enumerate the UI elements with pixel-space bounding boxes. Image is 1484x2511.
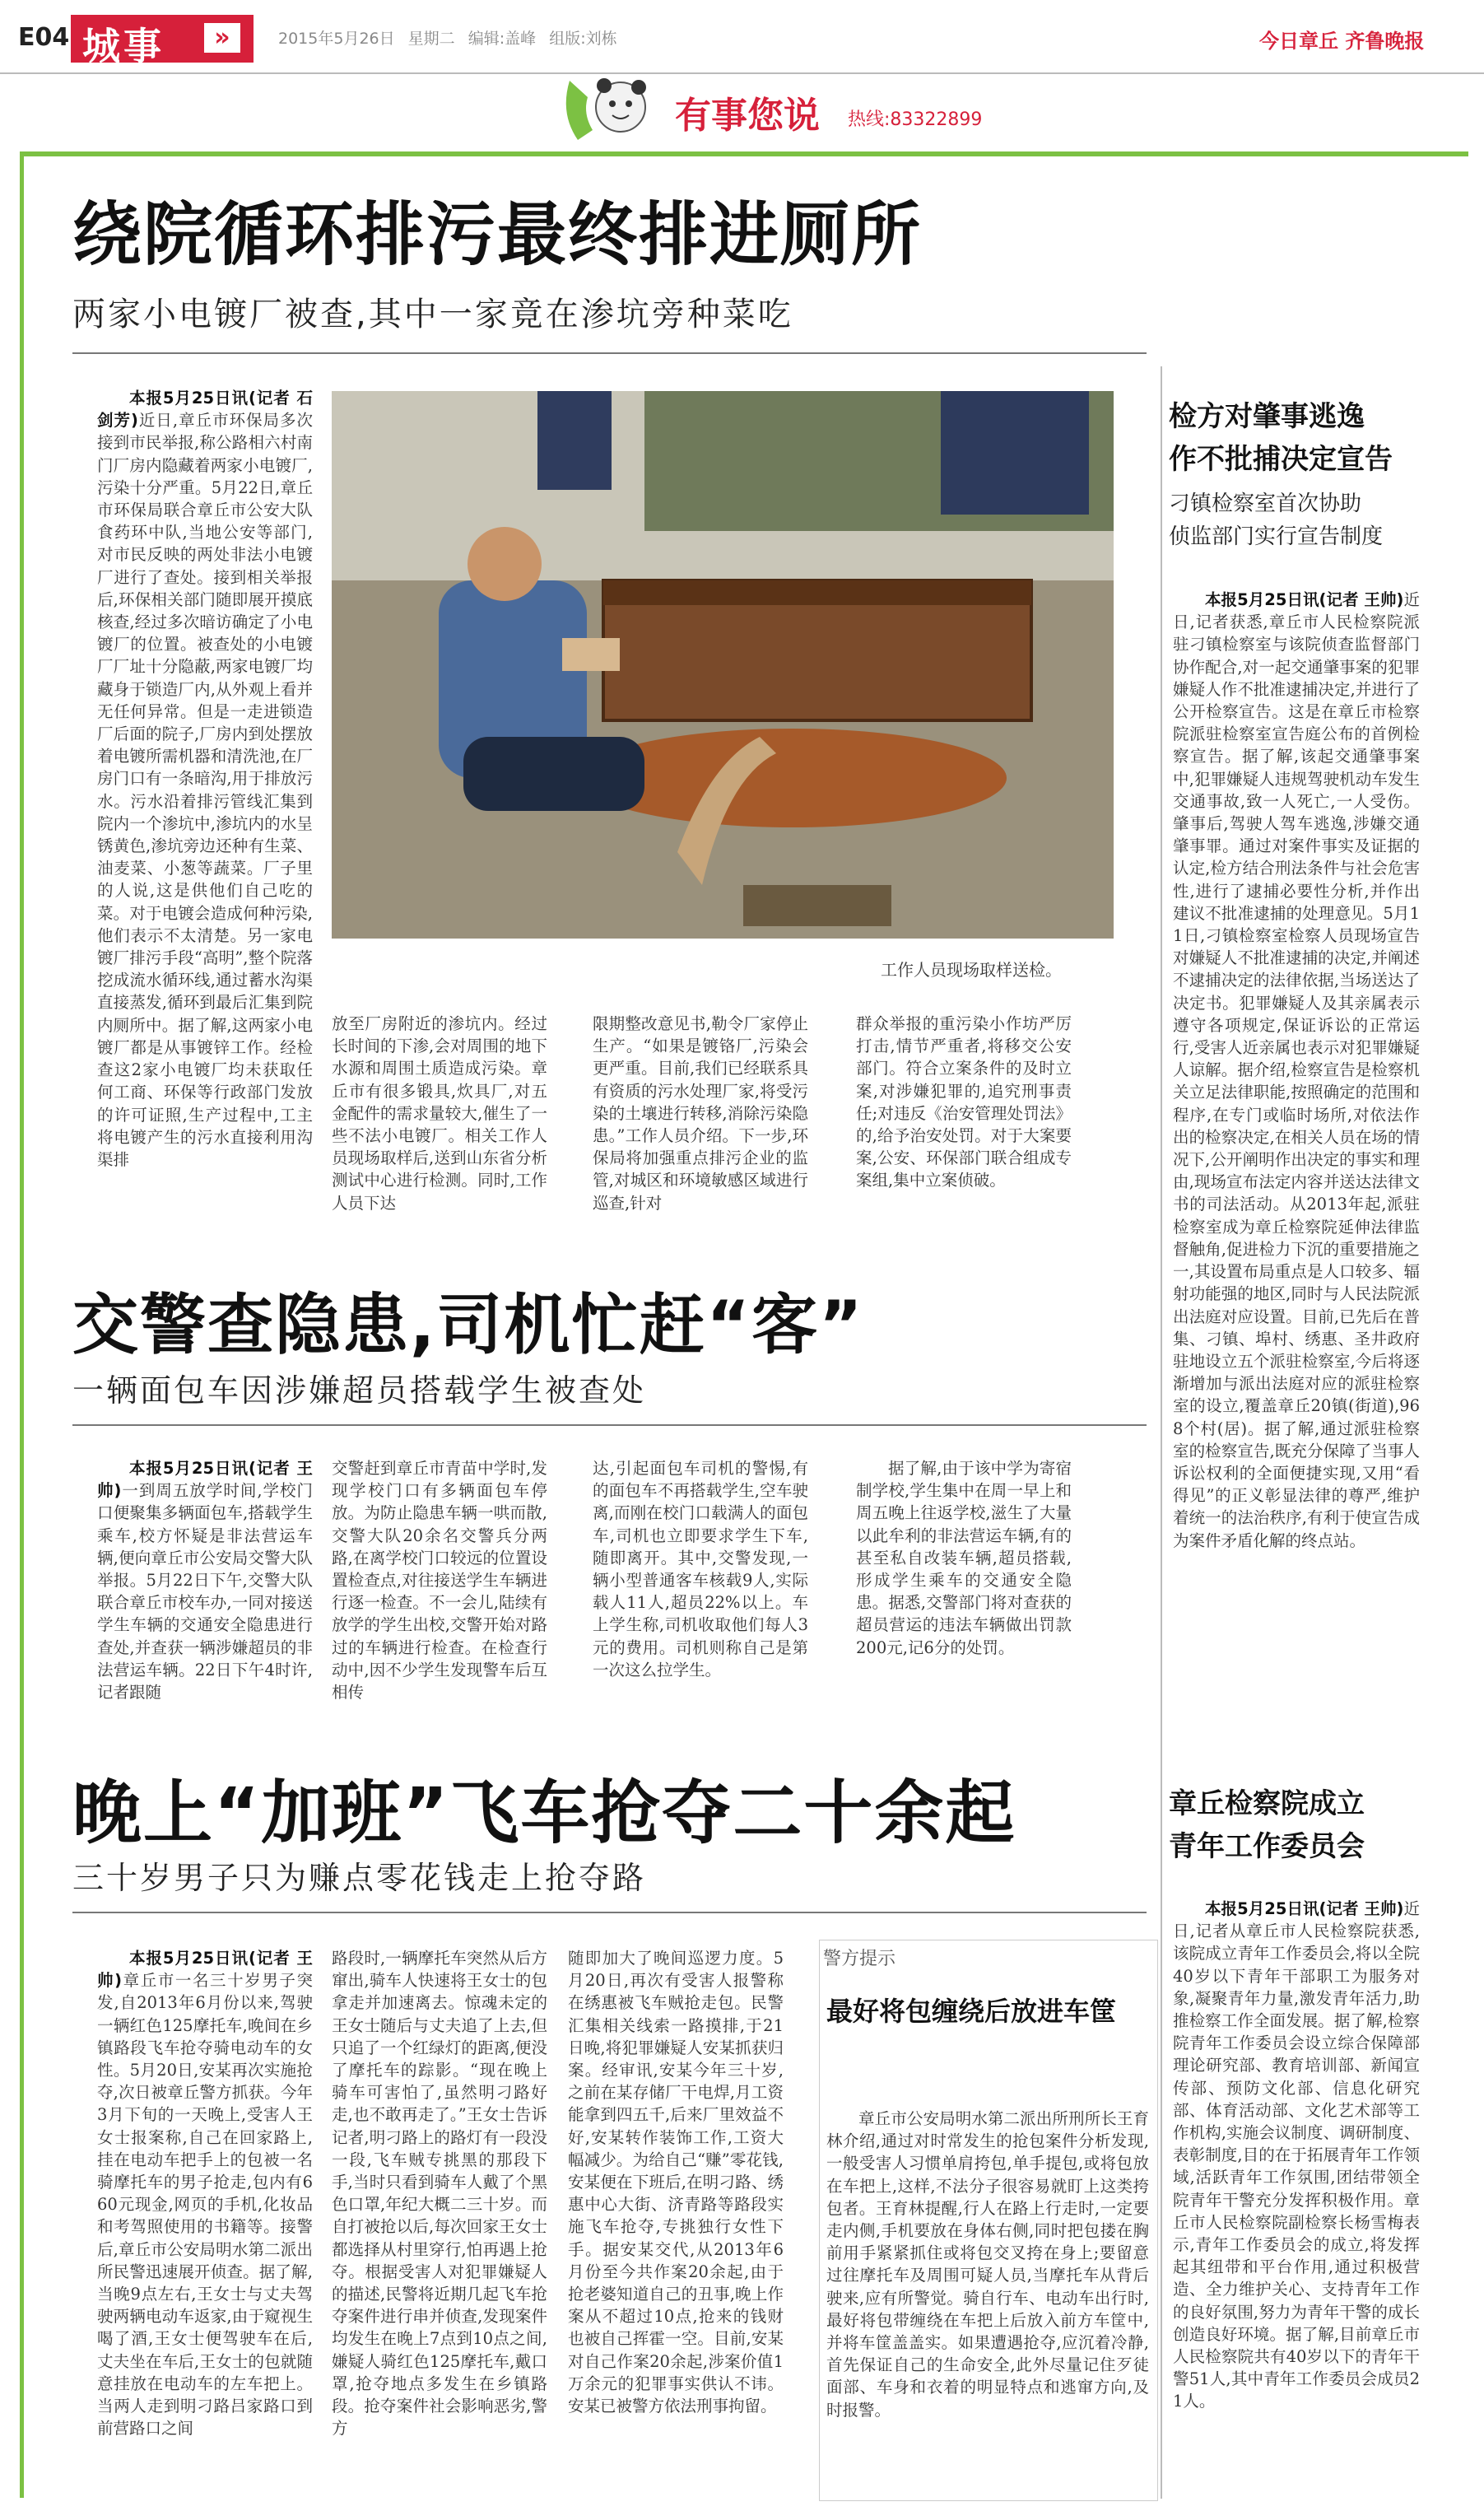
issue-weekday: 星期二: [407, 30, 455, 48]
story3-col1-text: 章丘市一名三十岁男子突发,自2013年6月份以来,驾驶一辆红色125摩托车,晚间在乡镇路段飞车抢夺骑电动车的女性。5月20日,安某再次实施抢夺,次日被章丘警方抓获。今年3月下旬的一天晚上,受害人王女士报案称,自己在回家路上,挂在电动车把手上的包被一名骑摩托车的男子抢走,包内有660元现金,网页的手机,化妆品和考驾照使用的书籍等。接警后,章丘市公安局明水第二派出所民警迅速展开侦查。据了解,当晚9点左右,王女士与丈夫驾驶两辆电动车返家,由于窥视生喝了酒,王女士便驾驶车在后,丈夫坐在车后,王女士的包就随意挂放在电动车的左车把上。当两人走到明刁路吕家路口到前营路口之间: [97, 1971, 313, 2439]
story2-subhead: 一辆面包车因涉嫌超员搭载学生被查处: [72, 1372, 647, 1409]
story3-headline: 晚上“加班”飞车抢夺二十余起: [72, 1773, 1016, 1853]
police-tip-headline: 最好将包缠绕后放进车筐: [826, 1996, 1117, 2027]
side1-sub-line2: 侦监部门实行宣告制度: [1169, 524, 1384, 549]
story1-col2-text: 放至厂房附近的渗坑内。经过长时间的下渗,会对周围的地下水源和周围土质造成污染。章丘市有很多锻具,炊具厂,对五金配件的需求量较大,催生了一些不法小电镀厂。相关工作人员现场取样后,送到山东省分析测试中心进行检测。同时,工作人员下达: [332, 1014, 547, 1213]
story1-column-2: [332, 1013, 547, 1213]
story2-headline: 交警查隐患,司机忙赶“客”: [72, 1287, 864, 1363]
side1-headline-line2: 作不批捕决定宣告: [1169, 443, 1393, 476]
story1-col4-text: 群众举报的重污染小作坊严厉打击,情节严重者,将移交公安部门。符合立案条件的及时立案,对涉嫌犯罪的,追究刑事责任;对违反《治安管理处罚法》的,给予治安处罚。对于大案要案,公安、环保部门联合组成专案组,集中立案侦破。: [856, 1014, 1072, 1190]
issue-date: 2015年5月26日: [278, 30, 395, 48]
green-top-bar: [20, 151, 1468, 156]
story3-divider: [72, 1912, 1147, 1913]
story1-divider: [72, 352, 1147, 354]
police-tip-text: 章丘市公安局明水第二派出所刑所长王育林介绍,通过对时常发生的抢包案件分析发现,一般受害人习惯单肩挎包,单手提包,或将包放在车把上,这样,不法分子很容易就盯上这类挎包者。王育林提醒,行人在路上行走时,一定要走内侧,手机要放在身体右侧,同时把包搂在胸前用手紧紧抓住或将包交叉挎在身上;要留意过往摩托车及周围可疑人员,当摩托车从背后驶来,应有所警觉。骑自行车、电动车出行时,最好将包带缠绕在车把上后放入前方车筐中,并将车筐盖盖实。如果遭遇抢夺,应沉着冷静,首先保证自己的生命安全,此外尽量记住歹徒面部、车身和衣着的明显特点和逃窜方向,及时报警。: [826, 2109, 1149, 2420]
story3-column-2: [332, 1947, 547, 2499]
inspection-photo-illustration: [332, 391, 1114, 939]
story1-headline: 绕院循环排污最终排进厕所: [72, 194, 923, 275]
side1-headline-line1: 检方对肇事逃逸: [1169, 400, 1365, 433]
police-tip-body: [826, 2108, 1149, 2495]
hotline-title: 有事您说: [675, 95, 820, 137]
story2-column-2: [332, 1457, 547, 1703]
side1-headline-block: [1169, 395, 1465, 553]
story3-byline: 本报5月25日讯(记者 王帅): [97, 1949, 313, 1991]
story2-column-4: [856, 1457, 1072, 1696]
side2-headline-line1: 章丘检察院成立: [1169, 1787, 1365, 1820]
story1-column-3: [593, 1013, 808, 1213]
story2-column-3: [593, 1457, 808, 1696]
header-divider: [0, 72, 1484, 74]
side1-body: [1173, 589, 1420, 1749]
side2-text: 近日,记者从章丘市人民检察院获悉,该院成立青年工作委员会,将以全院40岁以下青年干部职工为服务对象,凝聚青年力量,激发青年活力,助推检察工作全面发展。据了解,检察院青年工作委员会设立综合保障部理论研究部、教育培训部、新闻宣传部、预防文化部、信息化研究部、体育活动部、文化艺术部等工作机构,实施会议制度、调研制度、表彰制度,目的在于拓展青年工作领域,活跃青年工作氛围,团结带领全院青年干警充分发挥积极作用。章丘市人民检察院副检察长杨雪梅表示,青年工作委员会的成立,将发挥起其纽带和平台作用,通过积极营造、全力维护关心、支持青年工作的良好氛围,努力为青年干警的成长创造良好环境。据了解,目前章丘市人民检察院共有40岁以下的青年干警51人,其中青年工作委员会成员21人。: [1173, 1899, 1420, 2411]
sidebar-divider: [1161, 366, 1162, 2499]
story1-column-1: [97, 387, 313, 1169]
section-arrow-icon: »: [204, 23, 240, 53]
page-number: E04: [18, 23, 70, 52]
side1-text: 近日,记者获悉,章丘市人民检察院派驻刁镇检察室与该院侦查监督部门协作配合,对一起交通肇事案的犯罪嫌疑人作不批准逮捕决定,并进行了公开检察宣告。这是在章丘市检察院派驻检察室宣告庭公布的首例检察宣告。据了解,该起交通肇事案中,犯罪嫌疑人违规驾驶机动车发生交通事故,致一人死亡,一人受伤。肇事后,驾驶人驾车逃逸,涉嫌交通肇事罪。通过对案件事实及证据的认定,检方结合刑法条件与社会危害性,进行了逮捕必要性分析,并作出建议不批准逮捕的处理意见。5月11日,刁镇检察室检察人员现场宣告对嫌疑人不批准逮捕的决定,并阐述不逮捕决定的法律依据,当场送达了决定书。犯罪嫌疑人及其亲属表示遵守各项规定,保证诉讼的正常运行,受害人近亲属也表示对犯罪嫌疑人谅解。据介绍,检察宣告是检察机关立足法律职能,按照确定的范围和程序,在专门或临时场所,对依法作出的检察决定,在相关人员在场的情况下,公开阐明作出决定的事实和理由,现场宣布法定内容并送达法律文书的司法活动。从2013年起,派驻检察室成为章丘检察院延伸法律监督触角,促进检力下沉的重要措施之一,其设置布局重点是人口较多、辐射功能强的地区,同时与人民法院派出法庭对应设置。目前,已先后在普集、刁镇、埠村、绣惠、圣井政府驻地设立五个派驻检察室,今后将逐渐增加与派出法庭对应的派驻检察室的设立,覆盖章丘20镇(街道),968个村(居)。据了解,通过派驻检察室的检察宣告,既充分保障了当事人诉讼权利的全面便捷实现,又用“看得见”的正义彰显法律的尊严,维护着统一的法治秩序,有利于使宣告成为案件矛盾化解的终点站。: [1173, 590, 1420, 1550]
story1-col1-text: 近日,章丘市环保局多次接到市民举报,称公路相六村南门厂房内隐藏着两家小电镀厂,污染十分严重。5月22日,章丘市环保局联合章丘市公安大队食药环中队,当地公安等部门,对市民反映的两处非法小电镀厂进行了查处。接到相关举报后,环保相关部门随即展开摸底核查,经过多次暗访确定了小电镀厂的位置。被查处的小电镀厂厂址十分隐蔽,两家电镀厂均藏身于锁造厂内,从外观上看并无任何异常。但是一走进锁造厂后面的院子,厂房内到处摆放着电镀所需机器和清洗池,在厂房门口有一条暗沟,用于排放污水。污水沿着排污管线汇集到院内一个渗坑中,渗坑内的水呈锈黄色,渗坑旁边还种有生菜、油麦菜、小葱等蔬菜。厂子里的人说,这是供他们自己吃的菜。对于电镀会造成何种污染,他们表示不太清楚。另一家电镀厂排污手段“高明”,整个院落挖成流水循环线,通过蓄水沟渠直接蒸发,循环到最后汇集到院内厕所中。据了解,这两家小电镀厂都是从事镀锌工作。经检查这2家小电镀厂均未获取任何工商、环保等行政部门发放的许可证照,生产过程中,工主将电镀产生的污水直接利用沟渠排: [97, 411, 313, 1169]
side2-body: [1173, 1898, 1420, 2499]
side2-headline-block: [1169, 1782, 1465, 1868]
story1-photo: [332, 391, 1114, 939]
side2-byline: 本报5月25日讯(记者 王帅): [1205, 1899, 1404, 1918]
newspaper-brand: 今日章丘 齐鲁晚报: [1259, 30, 1425, 53]
story2-col1-text: 一到周五放学时间,学校门口便聚集多辆面包车,搭载学生乘车,校方怀疑是非法营运车辆,便向章丘市公安局交警大队举报。5月22日下午,交警大队联合章丘市校车办,一同对接送学生车辆的交通安全隐患进行查处,并查获一辆涉嫌超员的非法营运车辆。22日下午4时许,记者跟随: [97, 1481, 313, 1703]
story1-byline: 本报5月25日讯(记者 石剑芳): [97, 389, 313, 431]
side2-headline-line2: 青年工作委员会: [1169, 1830, 1365, 1863]
police-tip-label: 警方提示: [823, 1949, 896, 1969]
story2-col3-text: 达,引起面包车司机的警惕,有的面包车不再搭载学生,空车驶离,而刚在校门口载满人的面包车,司机也立即要求学生下车,随即离开。其中,交警发现,一辆小型普通客车核载9人,实际载人11人,超员22%以上。车上学生称,司机收取他们每人3元的费用。司机则称自己是第一次这么拉学生。: [593, 1459, 808, 1679]
issue-layout-editor: 组版:刘栋: [549, 30, 617, 48]
story1-photo-caption: 工作人员现场取样送检。: [881, 960, 1062, 980]
story2-col4-text: 据了解,由于该中学为寄宿制学校,学生集中在周一早上和周五晚上往返学校,滋生了大量以此牟利的非法营运车辆,有的甚至私自改装车辆,超员搭载,形成学生乘车的交通安全隐患。据悉,交警部门将对查获的超员营运的违法车辆做出罚款200元,记6分的处罚。: [856, 1459, 1072, 1657]
story2-byline: 本报5月25日讯(记者 王帅): [97, 1459, 313, 1501]
issue-editor: 编辑:盖峰: [468, 30, 537, 48]
hotline-number: 热线:83322899: [848, 109, 983, 130]
story3-col3-text: 随即加大了晚间巡逻力度。5月20日,再次有受害人报警称在绣惠被飞车贼抢走包。民警汇集相关线索一路摸排,于21日晚,将犯罪嫌疑人安某抓获归案。经审讯,安某今年三十岁,之前在某存储厂干电焊,月工资能拿到四五千,后来厂里效益不好,安某转作装饰工作,工资大幅减少。为给自己“赚”零花钱,安某便在下班后,在明刁路、绣惠中心大街、济青路等路段实施飞车抢夺,专挑独行女性下手。据安某交代,从2013年6月份至今共作案20余起,由于抢老婆知道自己的丑事,晚上作案从不超过10点,抢来的钱财也被自己挥霍一空。目前,安某对自己作案20余起,涉案价值1万余元的犯罪事实供认不讳。安某已被警方依法刑事拘留。: [568, 1949, 784, 2416]
story2-divider: [72, 1424, 1147, 1426]
side1-byline: 本报5月25日讯(记者 王帅): [1205, 590, 1404, 609]
story3-column-3: [568, 1947, 784, 2499]
phone-mascot-icon: [545, 64, 668, 155]
section-title: 城事: [82, 24, 165, 68]
green-left-bar: [20, 151, 24, 2498]
side1-sub-line1: 刁镇检察室首次协助: [1169, 491, 1362, 516]
story3-subhead: 三十岁男子只为赚点零花钱走上抢夺路: [72, 1860, 647, 1896]
story1-col3-text: 限期整改意见书,勒令厂家停止生产。“如果是镀铬厂,污染会更严重。目前,我们已经联系具有资质的污水处理厂家,将受污染的土壤进行转移,消除污染隐患。”工作人员介绍。下一步,环保局将加强重点排污企业的监管,对城区和环境敏感区域进行巡查,针对: [593, 1014, 808, 1213]
story1-column-4: [856, 1013, 1072, 1190]
story3-col2-text: 路段时,一辆摩托车突然从后方窜出,骑车人快速将王女士的包拿走并加速离去。惊魂未定的王女士随后与丈夫追了上去,但只追了一个红绿灯的距离,便没了摩托车的踪影。“现在晚上骑车可害怕了,虽然明刁路好走,也不敢再走了。”王女士告诉记者,明刁路上的路灯有一段没一段,飞车贼专挑黑的那段下手,当时只看到骑车人戴了个黑色口罩,年纪大概二三十岁。而自打被抢以后,每次回家王女士都选择从村里穿行,怕再遇上抢夺。根据受害人对犯罪嫌疑人的描述,民警将近期几起飞车抢夺案件进行串并侦查,发现案件均发生在晚上7点到10点之间,嫌疑人骑红色125摩托车,戴口罩,抢夺地点多发生在乡镇路段。抢夺案件社会影响恶劣,警方: [332, 1949, 547, 2439]
story2-column-1: [97, 1457, 313, 1703]
issue-meta: [278, 26, 617, 49]
story2-col2-text: 交警赶到章丘市青苗中学时,发现学校门口有多辆面包车停放。为防止隐患车辆一哄而散,交警大队20余名交警兵分两路,在离学校门口较远的位置设置检查点,对往接送学生车辆进行逐一检查。不一会儿,陆续有放学的学生出校,交警开始对路过的车辆进行检查。在检查行动中,因不少学生发现警车后互相传: [332, 1459, 547, 1703]
story3-column-1: [97, 1947, 313, 2499]
story1-subhead: 两家小电镀厂被查,其中一家竟在渗坑旁种菜吃: [72, 296, 793, 333]
